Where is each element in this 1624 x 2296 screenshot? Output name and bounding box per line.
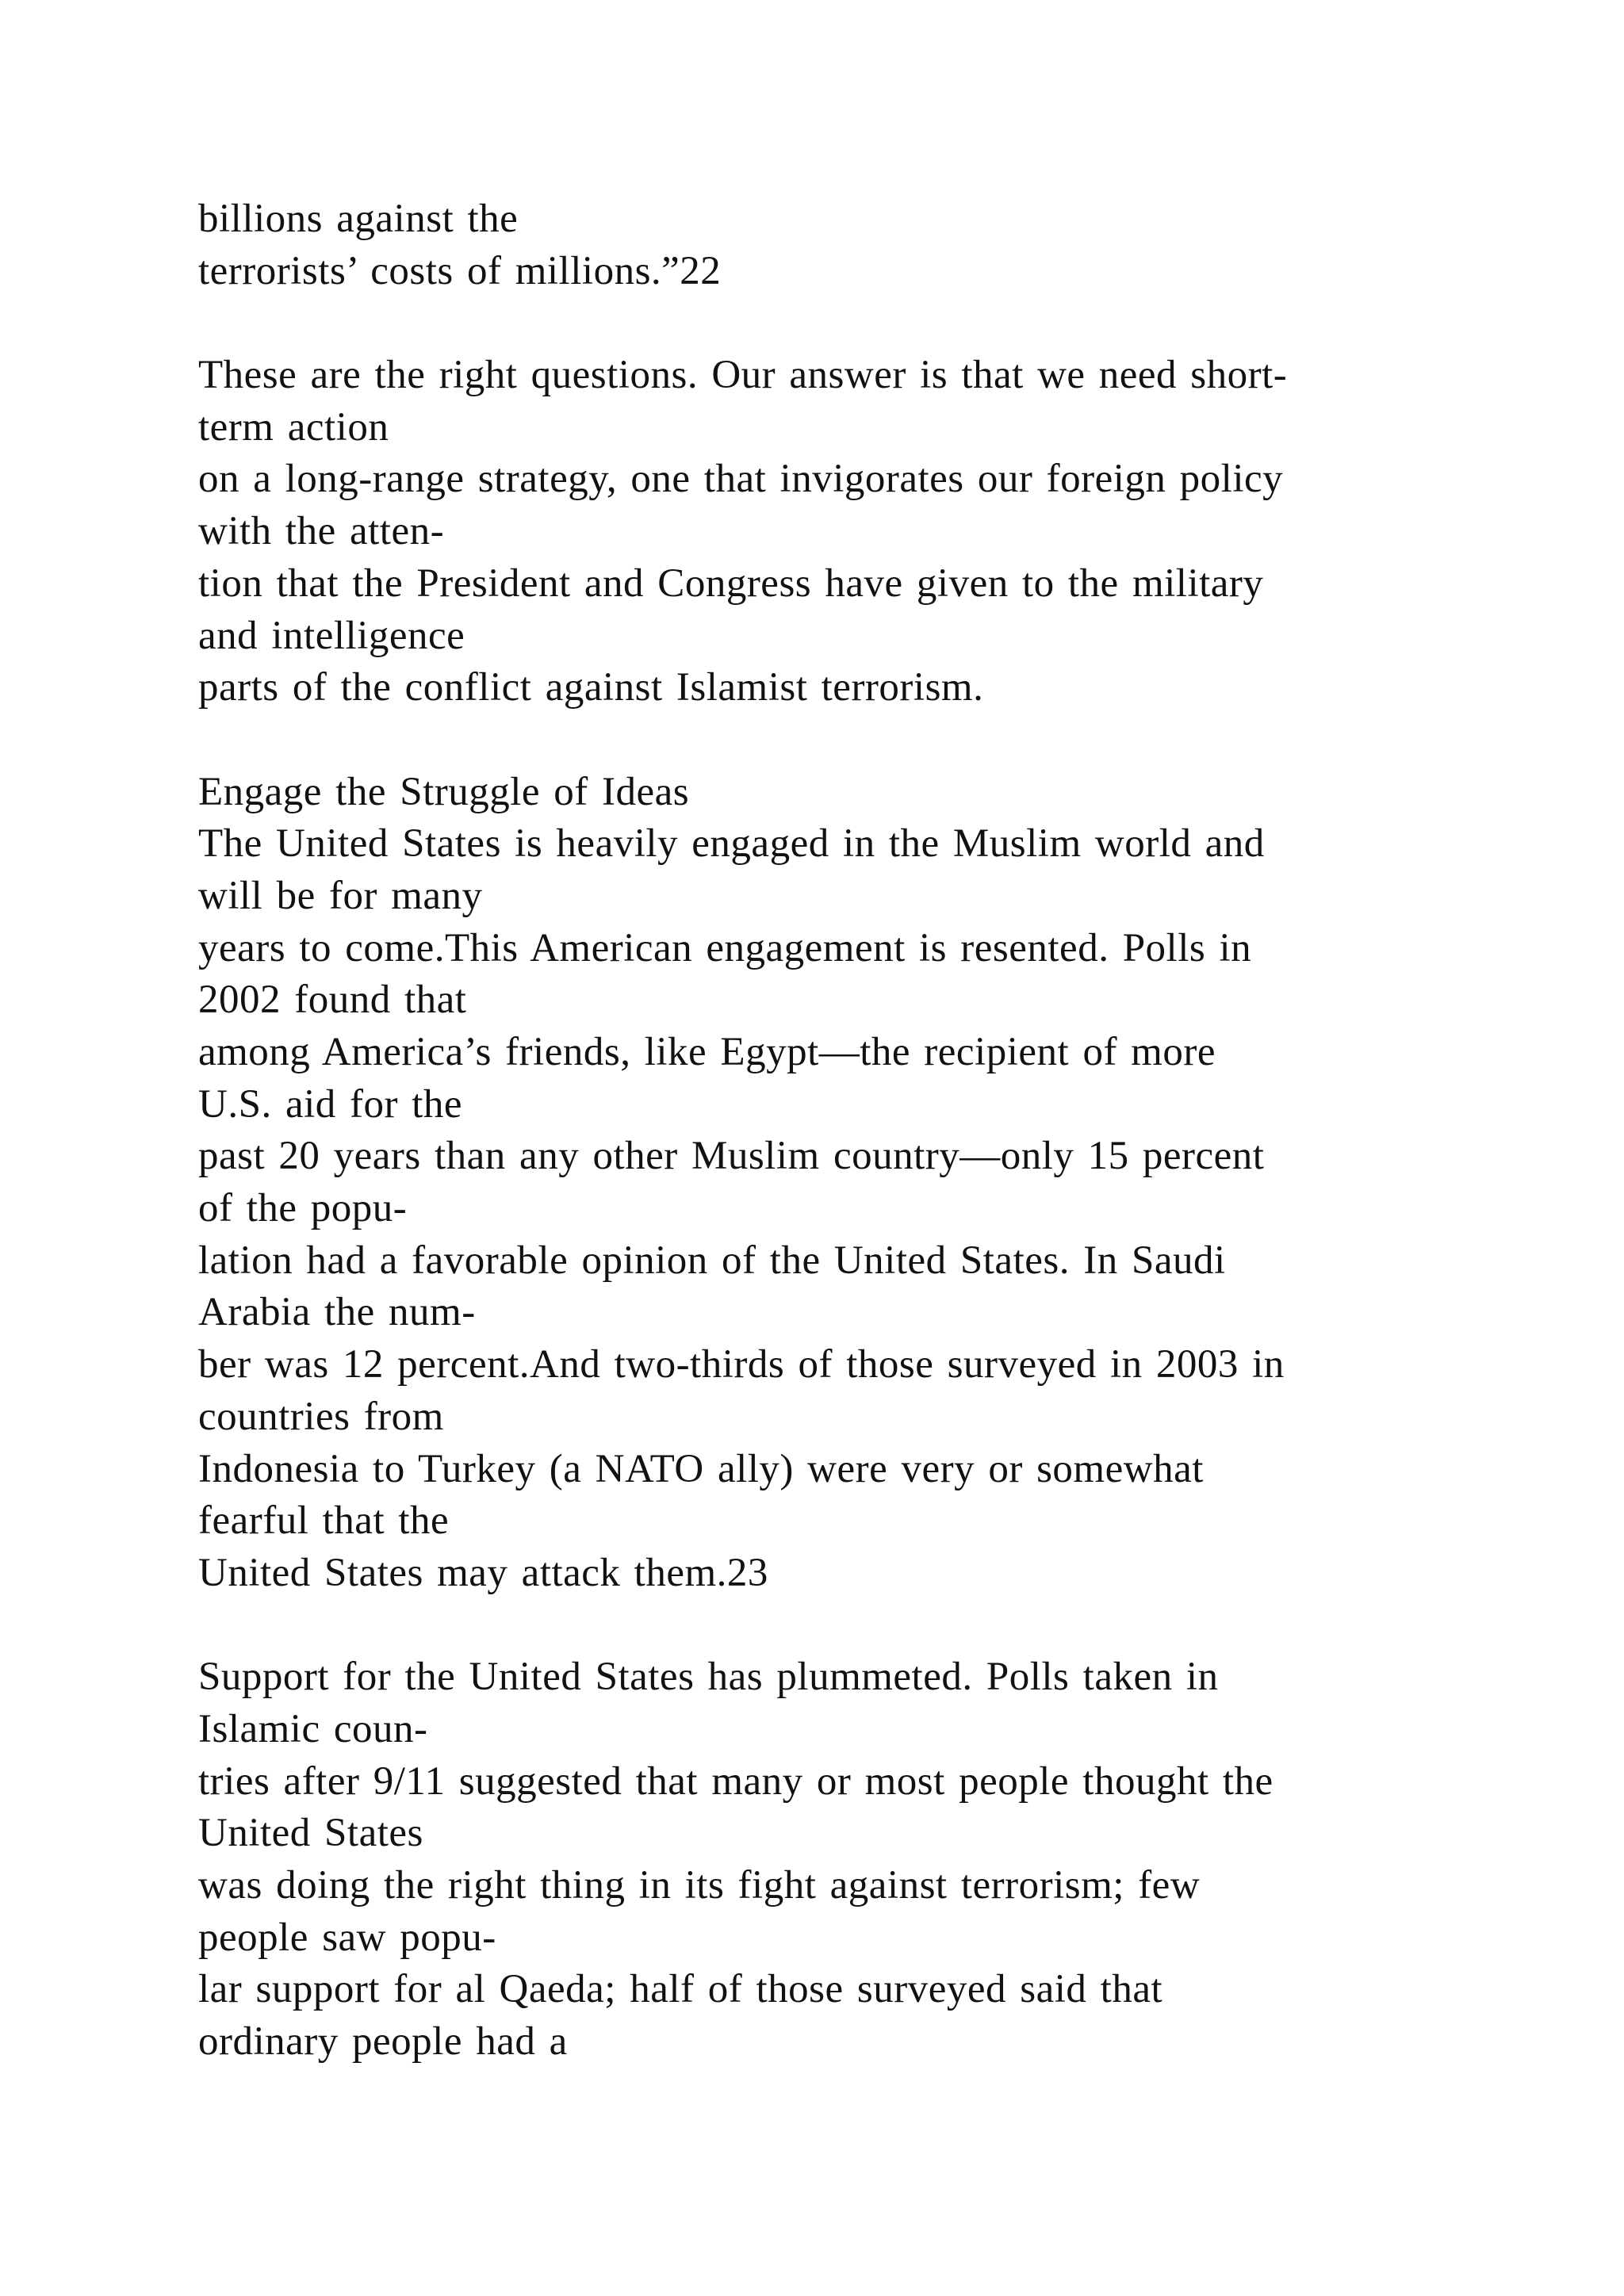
text-line: past 20 years than any other Muslim country—only 15 percent: [198, 1134, 1265, 1179]
text-line: terrorists’ costs of millions.”22: [198, 248, 722, 293]
text-line: Indonesia to Turkey (a NATO ally) were very or somewhat: [198, 1446, 1204, 1491]
text-line: will be for many: [198, 873, 483, 918]
text-line: was doing the right thing in its fight against terrorism; few: [198, 1863, 1201, 1908]
section-heading: Engage the Struggle of Ideas: [198, 769, 690, 814]
text-line: fearful that the: [198, 1498, 450, 1544]
text-line: with the atten-: [198, 509, 445, 554]
text-line: Support for the United States has plummeted. Polls taken in: [198, 1655, 1219, 1700]
text-line: lar support for al Qaeda; half of those surveyed said that: [198, 1967, 1163, 2012]
text-line: ber was 12 percent.And two-thirds of those surveyed in 2003 in: [198, 1342, 1285, 1387]
text-line: lation had a favorable opinion of the United States. In Saudi: [198, 1238, 1226, 1283]
text-line: United States may attack them.23: [198, 1550, 768, 1595]
text-line: years to come.This American engagement is resented. Polls in: [198, 925, 1252, 970]
text-line: people saw popu-: [198, 1915, 496, 1960]
text-line: U.S. aid for the: [198, 1081, 463, 1127]
text-line: parts of the conflict against Islamist terrorism.: [198, 665, 984, 710]
text-line: of the popu-: [198, 1186, 408, 1231]
paragraph-break: [198, 297, 1507, 350]
text-line: tries after 9/11 suggested that many or most people thought the: [198, 1758, 1274, 1804]
paragraph-break: [198, 1600, 1507, 1652]
text-line: on a long-range strategy, one that invigorates our foreign policy: [198, 457, 1284, 502]
text-line: These are the right questions. Our answer is that we need short-: [198, 353, 1288, 398]
text-line: term action: [198, 404, 389, 450]
text-line: and intelligence: [198, 613, 465, 658]
text-line: billions against the: [198, 197, 519, 241]
text-line: tion that the President and Congress have given to the military: [198, 561, 1264, 606]
text-line: United States: [198, 1811, 423, 1856]
text-line: ordinary people had a: [198, 2019, 568, 2064]
text-line: Islamic coun-: [198, 1706, 428, 1751]
text-line: among America’s friends, like Egypt—the recipient of more: [198, 1030, 1216, 1074]
body-text: [198, 193, 1507, 2068]
paragraph-break: [198, 714, 1507, 767]
text-line: The United States is heavily engaged in the Muslim world and: [198, 821, 1265, 867]
text-line: Arabia the num-: [198, 1290, 476, 1335]
text-line: countries from: [198, 1394, 444, 1439]
text-line: 2002 found that: [198, 978, 467, 1023]
